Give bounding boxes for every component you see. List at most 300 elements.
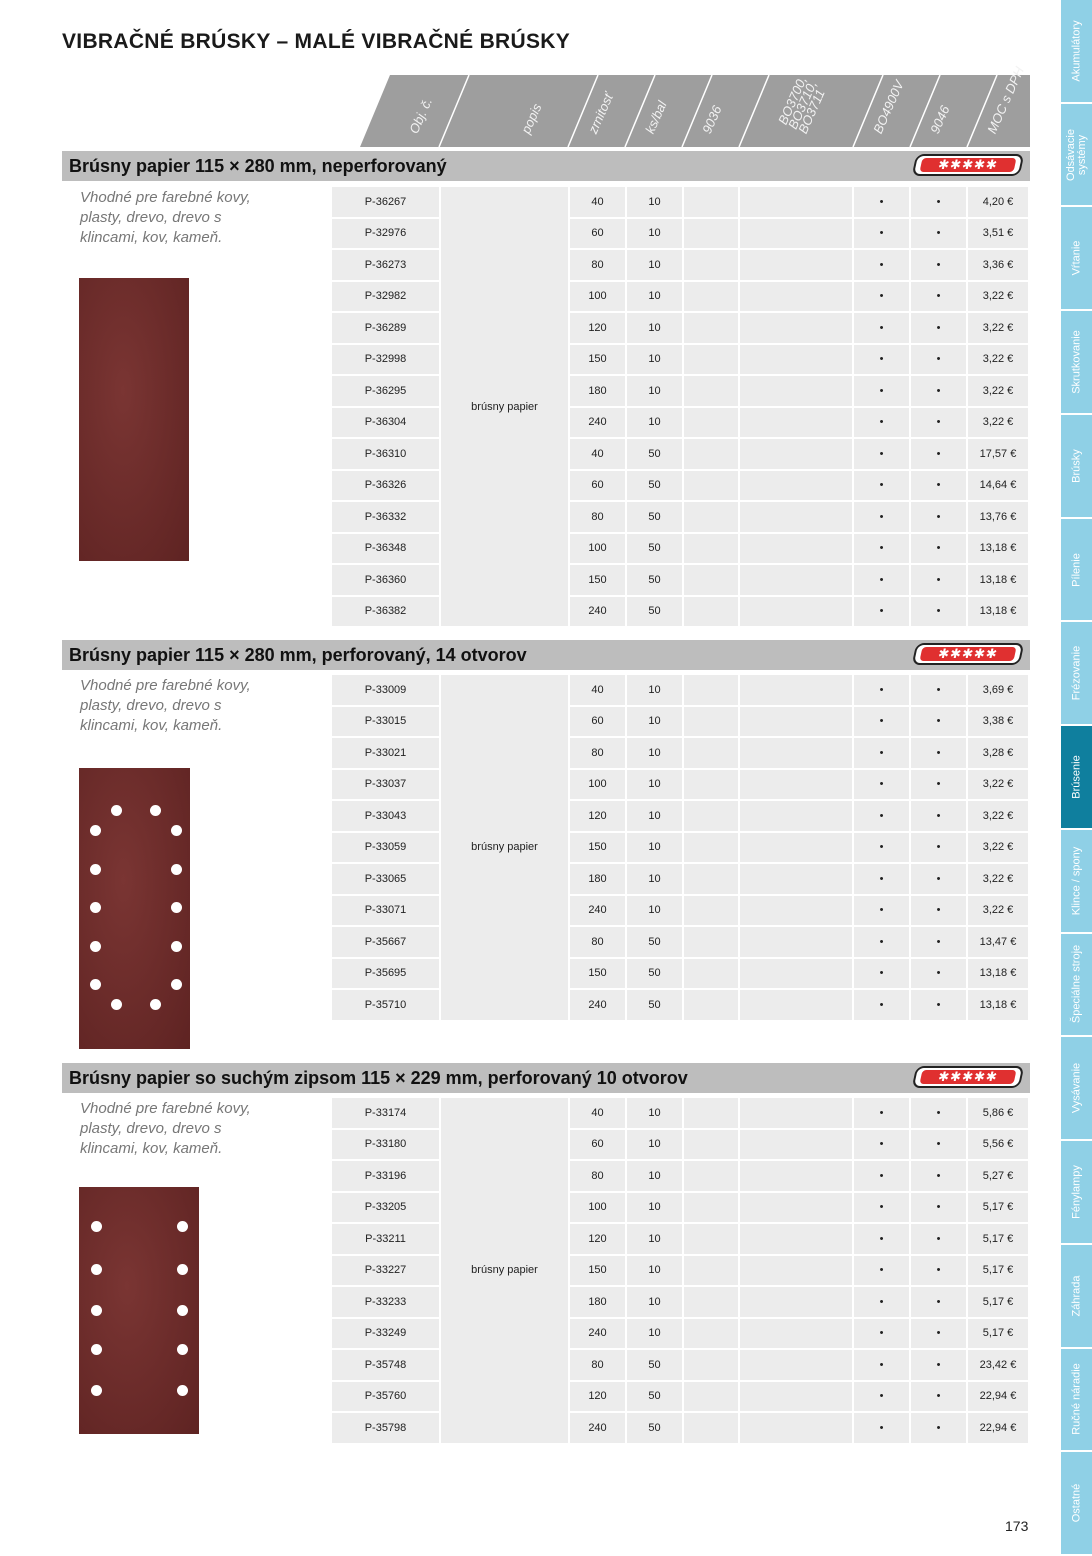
compat-9046-cell: •	[911, 927, 966, 957]
compat-bo4900v-cell: •	[854, 1130, 909, 1160]
side-tab[interactable]	[1061, 0, 1092, 104]
col-header-moc	[967, 64, 1027, 147]
compat-bo3700-cell	[740, 1193, 852, 1223]
compat-bo3700-cell	[740, 1413, 852, 1443]
grit-cell: 180	[570, 1287, 625, 1317]
pack-qty-cell: 50	[627, 927, 682, 957]
col-header-obj-label: Obj. č.	[406, 95, 436, 136]
compat-9036-cell	[684, 707, 738, 737]
order-number-cell: P-33205	[332, 1193, 439, 1223]
compat-9036-cell	[684, 864, 738, 894]
compat-bo4900v-cell: •	[854, 282, 909, 312]
section-title: Brúsny papier 115 × 280 mm, neperforovaný	[69, 156, 447, 176]
section-header	[62, 151, 1030, 181]
grit-cell: 80	[570, 250, 625, 280]
table-row	[332, 439, 1028, 469]
compat-9036-cell	[684, 896, 738, 926]
table-row	[332, 770, 1028, 800]
col-header-bo4900v-label: BO4900V	[869, 78, 907, 136]
col-header-moc-label: MOC s DPH	[983, 64, 1027, 136]
grit-cell: 150	[570, 1256, 625, 1286]
order-number-cell: P-36310	[332, 439, 439, 469]
table-row	[332, 1098, 1028, 1128]
compat-9046-cell: •	[911, 282, 966, 312]
compat-bo4900v-cell: •	[854, 376, 909, 406]
page-title: VIBRAČNÉ BRÚSKY – MALÉ VIBRAČNÉ BRÚSKY	[62, 30, 571, 53]
pack-qty-cell: 10	[627, 1193, 682, 1223]
rating-stars-icon: ✱✱✱✱✱	[920, 158, 1017, 172]
compat-9046-cell: •	[911, 1319, 966, 1349]
order-number-cell: P-35748	[332, 1350, 439, 1380]
table-row	[332, 408, 1028, 438]
grit-cell: 40	[570, 1098, 625, 1128]
compat-bo3700-cell	[740, 534, 852, 564]
table-row	[332, 1350, 1028, 1380]
grit-cell: 240	[570, 990, 625, 1020]
product-table	[330, 1096, 1030, 1445]
grit-cell: 120	[570, 801, 625, 831]
compat-bo3700-cell	[740, 1130, 852, 1160]
pack-qty-cell: 10	[627, 408, 682, 438]
col-header-bo4900v	[853, 75, 910, 147]
compat-9036-cell	[684, 675, 738, 705]
perforation-hole	[177, 1264, 188, 1275]
col-header-bo3700-label: BO3700, BO3710, BO3711	[775, 73, 828, 136]
side-tab-label: Frézovanie	[1070, 646, 1082, 701]
perforation-hole	[91, 1221, 102, 1232]
side-tab[interactable]	[1061, 311, 1092, 415]
compat-9036-cell	[684, 1350, 738, 1380]
compat-9046-cell: •	[911, 1130, 966, 1160]
compat-9046-cell: •	[911, 376, 966, 406]
compat-9046-cell: •	[911, 565, 966, 595]
table-row	[332, 927, 1028, 957]
compat-9036-cell	[684, 565, 738, 595]
price-cell: 3,69 €	[968, 675, 1028, 705]
side-tab-label: Skrutkovanie	[1070, 330, 1082, 394]
compat-bo3700-cell	[740, 408, 852, 438]
grit-cell: 150	[570, 833, 625, 863]
rating-stars-icon: ✱✱✱✱✱	[920, 1070, 1017, 1084]
compat-9036-cell	[684, 1382, 738, 1412]
compat-bo4900v-cell: •	[854, 597, 909, 627]
price-cell: 23,42 €	[968, 1350, 1028, 1380]
compat-bo3700-cell	[740, 896, 852, 926]
perforation-hole	[150, 805, 161, 816]
compat-9036-cell	[684, 1130, 738, 1160]
price-cell: 3,22 €	[968, 770, 1028, 800]
price-cell: 13,18 €	[968, 597, 1028, 627]
price-cell: 5,27 €	[968, 1161, 1028, 1191]
compat-9036-cell	[684, 1256, 738, 1286]
col-header-9046-label: 9046	[926, 103, 953, 136]
compat-bo3700-cell	[740, 471, 852, 501]
price-cell: 13,18 €	[968, 959, 1028, 989]
side-tab-label: Akumulátory	[1070, 20, 1082, 82]
pack-qty-cell: 50	[627, 502, 682, 532]
compat-bo4900v-cell: •	[854, 1161, 909, 1191]
table-row	[332, 1256, 1028, 1286]
perforation-hole	[171, 979, 182, 990]
compat-9036-cell	[684, 187, 738, 217]
price-cell: 5,86 €	[968, 1098, 1028, 1128]
col-header-popis	[480, 75, 580, 147]
compat-bo4900v-cell: •	[854, 1413, 909, 1443]
pack-qty-cell: 50	[627, 471, 682, 501]
compat-9046-cell: •	[911, 896, 966, 926]
pack-qty-cell: 10	[627, 1098, 682, 1128]
order-number-cell: P-35710	[332, 990, 439, 1020]
price-cell: 13,76 €	[968, 502, 1028, 532]
compat-9036-cell	[684, 738, 738, 768]
price-cell: 3,22 €	[968, 313, 1028, 343]
grit-cell: 60	[570, 1130, 625, 1160]
col-header-9036	[682, 75, 739, 147]
side-tab-label: Špeciálne stroje	[1070, 945, 1082, 1024]
pack-qty-cell: 10	[627, 219, 682, 249]
table-row	[332, 1287, 1028, 1317]
table-row	[332, 864, 1028, 894]
compat-9046-cell: •	[911, 219, 966, 249]
pack-qty-cell: 10	[627, 345, 682, 375]
price-cell: 14,64 €	[968, 471, 1028, 501]
compat-bo3700-cell	[740, 565, 852, 595]
side-tab[interactable]	[1061, 104, 1092, 208]
compat-bo3700-cell	[740, 1350, 852, 1380]
compat-9046-cell: •	[911, 250, 966, 280]
section-tabs	[1061, 0, 1092, 1556]
price-cell: 5,17 €	[968, 1287, 1028, 1317]
compat-9046-cell: •	[911, 1287, 966, 1317]
section-description: Vhodné pre farebné kovy, plasty, drevo, drevo s klincami, kov, kameň.	[80, 1100, 251, 1157]
pack-qty-cell: 10	[627, 707, 682, 737]
side-tab-label: Pílenie	[1070, 552, 1082, 587]
compat-9046-cell: •	[911, 707, 966, 737]
table-row	[332, 565, 1028, 595]
compat-9046-cell: •	[911, 471, 966, 501]
description-cell: brúsny papier	[441, 187, 568, 626]
side-tab-label: Ručné náradie	[1070, 1363, 1082, 1436]
col-header-ks-bal-label: ks/bal	[641, 98, 670, 136]
compat-9036-cell	[684, 1413, 738, 1443]
compat-9036-cell	[684, 1319, 738, 1349]
pack-qty-cell: 50	[627, 597, 682, 627]
order-number-cell: P-33233	[332, 1287, 439, 1317]
side-tab[interactable]	[1061, 1245, 1092, 1349]
compat-bo3700-cell	[740, 959, 852, 989]
table-row	[332, 313, 1028, 343]
compat-bo3700-cell	[740, 250, 852, 280]
price-cell: 13,18 €	[968, 990, 1028, 1020]
grit-cell: 80	[570, 927, 625, 957]
grit-cell: 80	[570, 502, 625, 532]
perforation-hole	[90, 864, 101, 875]
compat-bo4900v-cell: •	[854, 1193, 909, 1223]
compat-bo4900v-cell: •	[854, 502, 909, 532]
compat-bo4900v-cell: •	[854, 707, 909, 737]
price-cell: 3,38 €	[968, 707, 1028, 737]
pack-qty-cell: 10	[627, 282, 682, 312]
table-row	[332, 1413, 1028, 1443]
compat-bo3700-cell	[740, 219, 852, 249]
compat-bo3700-cell	[740, 187, 852, 217]
compat-9036-cell	[684, 959, 738, 989]
compat-9046-cell: •	[911, 313, 966, 343]
rating-badge	[912, 643, 1025, 665]
pack-qty-cell: 10	[627, 1287, 682, 1317]
order-number-cell: P-33211	[332, 1224, 439, 1254]
compat-bo3700-cell	[740, 1161, 852, 1191]
compat-9046-cell: •	[911, 801, 966, 831]
price-cell: 5,17 €	[968, 1319, 1028, 1349]
table-row	[332, 534, 1028, 564]
order-number-cell: P-36348	[332, 534, 439, 564]
compat-bo3700-cell	[740, 439, 852, 469]
order-number-cell: P-36360	[332, 565, 439, 595]
rating-badge	[912, 154, 1025, 176]
side-tab-label: Záhrada	[1070, 1275, 1082, 1317]
compat-bo4900v-cell: •	[854, 927, 909, 957]
price-cell: 3,22 €	[968, 408, 1028, 438]
product-table	[330, 185, 1030, 628]
compat-9036-cell	[684, 408, 738, 438]
order-number-cell: P-35798	[332, 1413, 439, 1443]
compat-bo4900v-cell: •	[854, 738, 909, 768]
side-tab-label: Fénylampy	[1070, 1165, 1082, 1219]
perforation-hole	[91, 1264, 102, 1275]
perforation-hole	[91, 1344, 102, 1355]
pack-qty-cell: 10	[627, 313, 682, 343]
side-tab[interactable]	[1061, 1349, 1092, 1453]
order-number-cell: P-36289	[332, 313, 439, 343]
section-description: Vhodné pre farebné kovy, plasty, drevo, drevo s klincami, kov, kameň.	[80, 677, 251, 734]
compat-9036-cell	[684, 1161, 738, 1191]
grit-cell: 180	[570, 376, 625, 406]
compat-9046-cell: •	[911, 675, 966, 705]
compat-bo3700-cell	[740, 1098, 852, 1128]
order-number-cell: P-32998	[332, 345, 439, 375]
pack-qty-cell: 10	[627, 1130, 682, 1160]
compat-9046-cell: •	[911, 770, 966, 800]
order-number-cell: P-36273	[332, 250, 439, 280]
description-cell: brúsny papier	[441, 675, 568, 1020]
order-number-cell: P-33180	[332, 1130, 439, 1160]
compat-9046-cell: •	[911, 1413, 966, 1443]
compat-9046-cell: •	[911, 990, 966, 1020]
price-cell: 13,18 €	[968, 565, 1028, 595]
compat-9036-cell	[684, 1193, 738, 1223]
compat-9046-cell: •	[911, 439, 966, 469]
table-row	[332, 345, 1028, 375]
side-tab[interactable]	[1061, 830, 1092, 934]
order-number-cell: P-36332	[332, 502, 439, 532]
section-header	[62, 640, 1030, 670]
compat-9046-cell: •	[911, 408, 966, 438]
grit-cell: 80	[570, 738, 625, 768]
col-header-popis-label: popis	[518, 101, 545, 136]
side-tab-label: Vysávanie	[1070, 1063, 1082, 1114]
order-number-cell: P-33227	[332, 1256, 439, 1286]
grit-cell: 240	[570, 1319, 625, 1349]
side-tab[interactable]	[1061, 1452, 1092, 1556]
section-header	[62, 1063, 1030, 1093]
grit-cell: 240	[570, 896, 625, 926]
compat-9046-cell: •	[911, 502, 966, 532]
grit-cell: 120	[570, 1382, 625, 1412]
compat-9046-cell: •	[911, 1350, 966, 1380]
perforation-hole	[90, 979, 101, 990]
order-number-cell: P-33249	[332, 1319, 439, 1349]
price-cell: 3,22 €	[968, 801, 1028, 831]
compat-9046-cell: •	[911, 187, 966, 217]
compat-bo4900v-cell: •	[854, 565, 909, 595]
compat-bo4900v-cell: •	[854, 1382, 909, 1412]
side-tab[interactable]	[1061, 207, 1092, 311]
compat-bo4900v-cell: •	[854, 534, 909, 564]
side-tab[interactable]	[1061, 415, 1092, 519]
compat-bo3700-cell	[740, 833, 852, 863]
table-row	[332, 833, 1028, 863]
compat-9046-cell: •	[911, 1193, 966, 1223]
price-cell: 3,22 €	[968, 376, 1028, 406]
grit-cell: 240	[570, 408, 625, 438]
pack-qty-cell: 10	[627, 250, 682, 280]
compat-bo4900v-cell: •	[854, 1224, 909, 1254]
pack-qty-cell: 10	[627, 675, 682, 705]
side-tab-label: Ostatné	[1070, 1483, 1082, 1523]
compat-bo3700-cell	[740, 738, 852, 768]
compat-9036-cell	[684, 376, 738, 406]
page-number: 173	[1005, 1518, 1029, 1534]
table-row	[332, 990, 1028, 1020]
side-tab[interactable]	[1061, 519, 1092, 623]
table-row	[332, 219, 1028, 249]
col-header-ks-bal	[625, 75, 682, 147]
pack-qty-cell: 10	[627, 187, 682, 217]
grit-cell: 150	[570, 959, 625, 989]
pack-qty-cell: 10	[627, 738, 682, 768]
compat-bo4900v-cell: •	[854, 313, 909, 343]
order-number-cell: P-33015	[332, 707, 439, 737]
table-row	[332, 738, 1028, 768]
side-tab-label: Brúsky	[1070, 448, 1082, 483]
compat-bo4900v-cell: •	[854, 833, 909, 863]
table-row	[332, 1161, 1028, 1191]
perforation-hole	[90, 825, 101, 836]
pack-qty-cell: 10	[627, 1161, 682, 1191]
compat-9036-cell	[684, 219, 738, 249]
compat-bo3700-cell	[740, 1319, 852, 1349]
pack-qty-cell: 50	[627, 959, 682, 989]
pack-qty-cell: 50	[627, 1382, 682, 1412]
compat-bo3700-cell	[740, 376, 852, 406]
side-tab[interactable]	[1061, 622, 1092, 726]
grit-cell: 150	[570, 345, 625, 375]
compat-bo4900v-cell: •	[854, 408, 909, 438]
compat-bo4900v-cell: •	[854, 801, 909, 831]
grit-cell: 100	[570, 1193, 625, 1223]
order-number-cell: P-33009	[332, 675, 439, 705]
price-cell: 22,94 €	[968, 1413, 1028, 1443]
table-row	[332, 187, 1028, 217]
side-tab[interactable]	[1061, 726, 1092, 830]
compat-bo4900v-cell: •	[854, 896, 909, 926]
pack-qty-cell: 50	[627, 990, 682, 1020]
sanding-sheet-plain-image	[79, 278, 189, 561]
table-row	[332, 896, 1028, 926]
table-row	[332, 1224, 1028, 1254]
compat-bo3700-cell	[740, 1256, 852, 1286]
compat-bo4900v-cell: •	[854, 1098, 909, 1128]
pack-qty-cell: 10	[627, 1319, 682, 1349]
compat-9036-cell	[684, 927, 738, 957]
price-cell: 17,57 €	[968, 439, 1028, 469]
compat-bo4900v-cell: •	[854, 1287, 909, 1317]
order-number-cell: P-33065	[332, 864, 439, 894]
compat-bo3700-cell	[740, 990, 852, 1020]
order-number-cell: P-33196	[332, 1161, 439, 1191]
col-header-bo3700	[750, 75, 864, 147]
compat-9036-cell	[684, 471, 738, 501]
table-row	[332, 1130, 1028, 1160]
side-tab[interactable]	[1061, 1141, 1092, 1245]
side-tab[interactable]	[1061, 1037, 1092, 1141]
side-tab-label: Klince / spony	[1070, 846, 1082, 915]
side-tab[interactable]	[1061, 934, 1092, 1038]
perforation-hole	[90, 902, 101, 913]
grit-cell: 40	[570, 675, 625, 705]
grit-cell: 120	[570, 313, 625, 343]
price-cell: 4,20 €	[968, 187, 1028, 217]
compat-bo3700-cell	[740, 1287, 852, 1317]
pack-qty-cell: 50	[627, 565, 682, 595]
grit-cell: 240	[570, 597, 625, 627]
compat-bo4900v-cell: •	[854, 471, 909, 501]
compat-bo4900v-cell: •	[854, 770, 909, 800]
grit-cell: 60	[570, 219, 625, 249]
compat-bo4900v-cell: •	[854, 219, 909, 249]
order-number-cell: P-33037	[332, 770, 439, 800]
price-cell: 5,56 €	[968, 1130, 1028, 1160]
price-cell: 3,28 €	[968, 738, 1028, 768]
grit-cell: 100	[570, 282, 625, 312]
compat-9036-cell	[684, 770, 738, 800]
price-cell: 5,17 €	[968, 1256, 1028, 1286]
compat-bo4900v-cell: •	[854, 864, 909, 894]
pack-qty-cell: 10	[627, 1224, 682, 1254]
price-cell: 5,17 €	[968, 1193, 1028, 1223]
side-tab-label: Vŕtanie	[1070, 240, 1082, 276]
pack-qty-cell: 50	[627, 534, 682, 564]
compat-bo3700-cell	[740, 801, 852, 831]
order-number-cell: P-36267	[332, 187, 439, 217]
compat-9046-cell: •	[911, 864, 966, 894]
grit-cell: 120	[570, 1224, 625, 1254]
pack-qty-cell: 10	[627, 770, 682, 800]
col-header-obj	[368, 75, 468, 147]
table-row	[332, 1382, 1028, 1412]
perforation-hole	[90, 941, 101, 952]
table-row	[332, 1319, 1028, 1349]
pack-qty-cell: 10	[627, 1256, 682, 1286]
rating-badge	[912, 1066, 1025, 1088]
price-cell: 3,22 €	[968, 282, 1028, 312]
price-cell: 5,17 €	[968, 1224, 1028, 1254]
pack-qty-cell: 50	[627, 1350, 682, 1380]
compat-bo3700-cell	[740, 675, 852, 705]
compat-bo3700-cell	[740, 502, 852, 532]
grit-cell: 150	[570, 565, 625, 595]
